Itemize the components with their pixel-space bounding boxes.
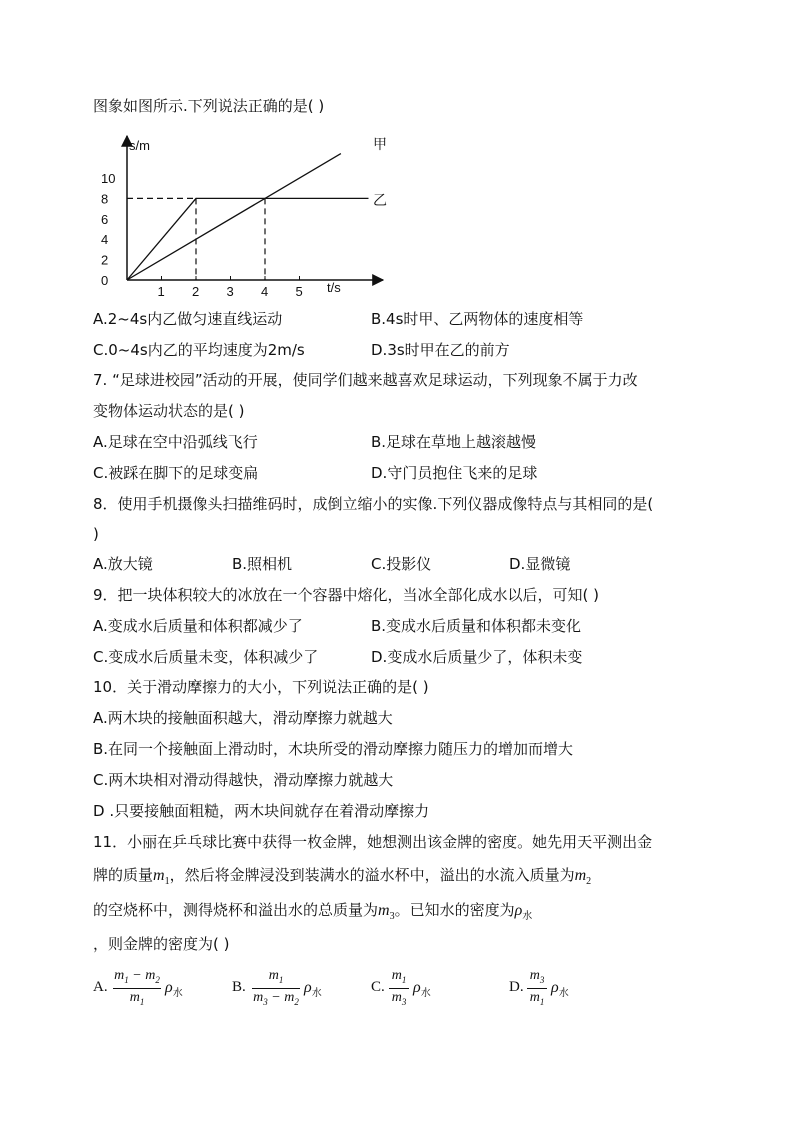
q11-stem-line3: 的空烧杯中，测得烧杯和溢出水的总质量为$m_3$。已知水的密度为$\rho_水$ bbox=[93, 901, 533, 922]
q11-option-b[interactable]: B. $m_1$ $m_3 - m_2$ $\rho_水$ bbox=[232, 968, 322, 1007]
q7-stem-line2: 变物体运动状态的是( ) bbox=[93, 402, 245, 420]
q9-option-b[interactable]: B.变成水后质量和体积都未变化 bbox=[371, 617, 582, 635]
q6-option-a[interactable]: A.2~4s内乙做匀速直线运动 bbox=[93, 310, 283, 328]
y-tick-labels bbox=[101, 171, 115, 288]
q11-option-c[interactable]: C. $m_1$ $m_3$ $\rho_水$ bbox=[371, 968, 431, 1007]
q9-option-a[interactable]: A.变成水后质量和体积都减少了 bbox=[93, 617, 303, 635]
series-lines bbox=[127, 154, 369, 280]
series-line-jia bbox=[127, 154, 341, 280]
q8-option-c[interactable]: C.投影仪 bbox=[371, 555, 432, 573]
y-tick-0: 0 bbox=[101, 273, 109, 288]
x-tick-2: 2 bbox=[192, 284, 200, 299]
q8-option-b[interactable]: B.照相机 bbox=[232, 555, 293, 573]
y-tick-8: 8 bbox=[101, 191, 109, 207]
q6-option-d[interactable]: D.3s时甲在乙的前方 bbox=[371, 341, 510, 359]
q7-option-b[interactable]: B.足球在草地上越滚越慢 bbox=[371, 433, 537, 451]
legend-yi: 乙 bbox=[373, 192, 387, 208]
y-tick-4: 4 bbox=[101, 232, 109, 248]
x-tick-5: 5 bbox=[295, 284, 303, 299]
q8-option-d[interactable]: D.显微镜 bbox=[509, 555, 571, 573]
q9-stem: 9．把一块体积较大的冰放在一个容器中熔化，当冰全部化成水以后，可知( ) bbox=[93, 586, 600, 604]
x-axis-label: t/s bbox=[327, 280, 341, 295]
x-tick-4: 4 bbox=[261, 284, 269, 299]
q9-option-d[interactable]: D.变成水后质量少了，体积未变 bbox=[371, 648, 583, 666]
q10-option-c[interactable]: C.两木块相对滑动得越快，滑动摩擦力就越大 bbox=[93, 771, 394, 789]
legend-jia: 甲 bbox=[373, 136, 387, 152]
y-axis-label: s/m bbox=[129, 138, 150, 153]
q7-option-c[interactable]: C.被踩在脚下的足球变扁 bbox=[93, 464, 259, 482]
q10-option-a[interactable]: A.两木块的接触面积越大，滑动摩擦力就越大 bbox=[93, 709, 393, 727]
y-tick-10: 10 bbox=[101, 171, 116, 186]
q10-option-b[interactable]: B.在同一个接触面上滑动时，木块所受的滑动摩擦力随压力的增加而增大 bbox=[93, 740, 574, 758]
q9-option-c[interactable]: C.变成水后质量未变，体积减少了 bbox=[93, 648, 319, 666]
question-6-stem: 图象如图所示.下列说法正确的是( ) bbox=[93, 97, 325, 115]
q7-stem-line1: 7. “足球进校园”活动的开展，使同学们越来越喜欢足球运动，下列现象不属于力改 bbox=[93, 371, 638, 389]
x-tick-3: 3 bbox=[226, 284, 234, 299]
y-tick-2: 2 bbox=[101, 252, 109, 268]
q11-option-a[interactable]: A. $m_1 - m_2$ $m_1$ $\rho_水$ bbox=[93, 968, 183, 1007]
q11-stem-line2: 牌的质量$m_1$，然后将金牌浸没到装满水的溢水杯中，溢出的水流入质量为$m_2$ bbox=[93, 866, 592, 887]
q7-option-a[interactable]: A.足球在空中沿弧线飞行 bbox=[93, 433, 258, 451]
y-tick-6: 6 bbox=[101, 211, 109, 227]
q10-stem: 10．关于滑动摩擦力的大小，下列说法正确的是( ) bbox=[93, 678, 429, 696]
q6-option-c[interactable]: C.0~4s内乙的平均速度为2m/s bbox=[93, 341, 305, 359]
q11-option-d[interactable]: D. $m_3$ $m_1$ $\rho_水$ bbox=[509, 968, 569, 1007]
q8-stem-line1: 8．使用手机摄像头扫描维码时，成倒立缩小的实像.下列仪器成像特点与其相同的是( bbox=[93, 495, 654, 513]
s-t-graph bbox=[95, 128, 395, 300]
q7-option-d[interactable]: D.守门员抱住飞来的足球 bbox=[371, 464, 538, 482]
x-tick-1: 1 bbox=[157, 284, 165, 299]
q8-option-a[interactable]: A.放大镜 bbox=[93, 555, 153, 573]
q11-stem-line4: ，则金牌的密度为( ) bbox=[93, 935, 230, 953]
q8-stem-line2: ) bbox=[93, 525, 99, 543]
q11-stem-line1: 11．小丽在乒乓球比赛中获得一枚金牌，她想测出该金牌的密度。她先用天平测出金 bbox=[93, 833, 653, 851]
q10-option-d[interactable]: D .只要接触面粗糙，两木块间就存在着滑动摩擦力 bbox=[93, 802, 430, 820]
q6-option-b[interactable]: B.4s时甲、乙两物体的速度相等 bbox=[371, 310, 584, 328]
series-line-yi bbox=[127, 198, 369, 280]
